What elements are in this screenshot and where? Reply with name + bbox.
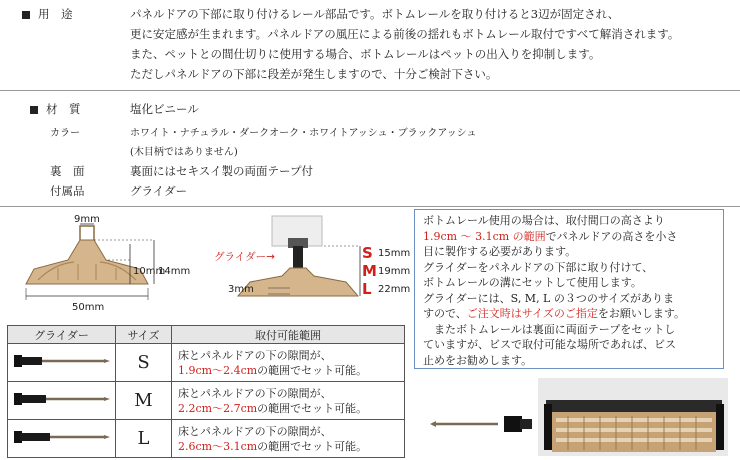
table-row: [8, 382, 405, 420]
range-cell: [172, 420, 405, 458]
range-value: 2.2cm〜2.7cm: [178, 401, 258, 415]
glider-dim-m: 19mm: [378, 266, 411, 277]
color-note: (木目柄ではありません): [130, 147, 238, 158]
info-line: グライダーには、S, M, L の３つのサイズがありま: [423, 291, 674, 305]
rail-inner-height-label: 10mm: [133, 266, 166, 277]
divider: [0, 206, 740, 207]
glider-size-s-label: S: [362, 244, 373, 262]
glider-dim-s: 15mm: [378, 248, 411, 259]
usage-line: 更に安定感が生まれます。パネルドアの風圧による前後の揺れもボトムレール取付ですべて解消されます。: [130, 27, 680, 41]
usage-line: ただしパネルドアの下部に段差が発生しますので、十分ご検討下さい。: [130, 67, 498, 81]
info-line: またボトムレールは裏面に両面テープをセットし: [423, 322, 676, 336]
table-header-row: [8, 326, 405, 344]
rail-top-width-label: 9mm: [74, 214, 100, 225]
glider-image-cell: [8, 420, 116, 458]
range-line: 床とパネルドアの下の隙間が、: [178, 348, 332, 362]
glider-gap-label: 3mm: [228, 284, 254, 295]
rail-bottom-width-label: 50mm: [72, 302, 105, 313]
table-row: [8, 420, 405, 458]
bullet-square-icon: [22, 11, 30, 19]
glider-l-icon: [8, 426, 114, 448]
range-line: 床とパネルドアの下の隙間が、: [178, 386, 332, 400]
glider-s-icon: [8, 350, 114, 372]
bullet-square-icon: [30, 106, 38, 114]
range-line: [178, 401, 404, 416]
table-header: サイズ: [116, 326, 172, 344]
size-cell: L: [116, 420, 172, 458]
range-value: 1.9cm〜2.4cm: [178, 363, 258, 377]
glider-size-m-label: M: [362, 262, 377, 280]
glider-part-icon: [504, 416, 522, 432]
info-line-end: をお願いします。: [597, 307, 686, 320]
range-line: [178, 363, 404, 378]
rail-outer-height-label: 14mm: [158, 266, 191, 277]
info-line-rest: でパネルドアの高さを小さ: [545, 229, 678, 243]
size-cell: S: [116, 344, 172, 382]
rail-slot: [80, 226, 94, 240]
back-label: 裏 面: [50, 164, 85, 178]
glider-rail-body: [238, 268, 358, 296]
glider-callout-label: グライダー→: [214, 251, 275, 263]
info-line: グライダーをパネルドアの下部に取り付けて、: [423, 260, 654, 274]
info-line: [423, 306, 715, 322]
range-suffix: の範囲でセット可能。: [257, 401, 368, 415]
glider-image-cell: [8, 382, 116, 420]
back-value: 裏面にはセキスイ製の両面テープ付: [130, 164, 313, 178]
accessory-value: グライダー: [130, 184, 188, 198]
material-value: 塩化ビニール: [130, 102, 199, 116]
info-line: [423, 229, 715, 245]
table-row: [8, 344, 405, 382]
glider-dim-l: 22mm: [378, 284, 411, 295]
accessory-label: 付属品: [50, 184, 85, 198]
info-line: 目に製作する必要があります。: [423, 245, 577, 258]
material-heading: [30, 101, 81, 117]
usage-line: また、ペットとの間仕切りに使用する場合、ボトムレールはペットの出入りを抑制します。: [130, 47, 601, 61]
info-line-start: すので、: [423, 307, 467, 320]
info-box: [414, 209, 724, 369]
glider-size-l-label: L: [362, 280, 372, 298]
range-suffix: の範囲でセット可能。: [257, 363, 368, 377]
range-value: 2.6cm〜3.1cm: [178, 439, 258, 453]
range-cell: [172, 344, 405, 382]
usage-text: [130, 4, 679, 84]
info-line: ボトムレールの溝にセットして使用します。: [423, 276, 642, 289]
divider: [0, 90, 740, 91]
info-line: ていますが、ビスで取付可能な場所であれば、ビス: [423, 338, 676, 351]
glider-size-table: [7, 325, 405, 458]
usage-line: パネルドアの下部に取り付けるレール部品です。ボトムレールを取り付けると3辺が固定され、: [130, 7, 620, 21]
table-header: 取付可能範囲: [172, 326, 405, 344]
color-label: カラー: [50, 128, 80, 139]
range-suffix: の範囲でセット可能。: [257, 439, 368, 453]
color-value: ホワイト・ナチュラル・ダークオーク・ホワイトアッシュ・ブラックアッシュ: [130, 128, 477, 139]
glider-image-cell: [8, 344, 116, 382]
info-line: ボトムレール使用の場合は、取付間口の高さより: [423, 214, 665, 227]
range-cell: [172, 382, 405, 420]
size-cell: M: [116, 382, 172, 420]
range-line: [178, 439, 404, 454]
glider-m-icon: [8, 388, 114, 410]
usage-heading: [22, 6, 73, 22]
info-line: 止めをお勧めします。: [423, 353, 533, 367]
material-label: 材 質: [46, 102, 81, 116]
info-size-highlight: ご注文時はサイズのご指定: [466, 307, 598, 320]
range-line: 床とパネルドアの下の隙間が、: [178, 424, 332, 438]
table-header: グライダー: [8, 326, 116, 344]
product-photo: [428, 378, 728, 456]
usage-label: 用 途: [38, 7, 73, 21]
info-range-highlight: 1.9cm 〜 3.1cm の範囲: [423, 229, 546, 243]
